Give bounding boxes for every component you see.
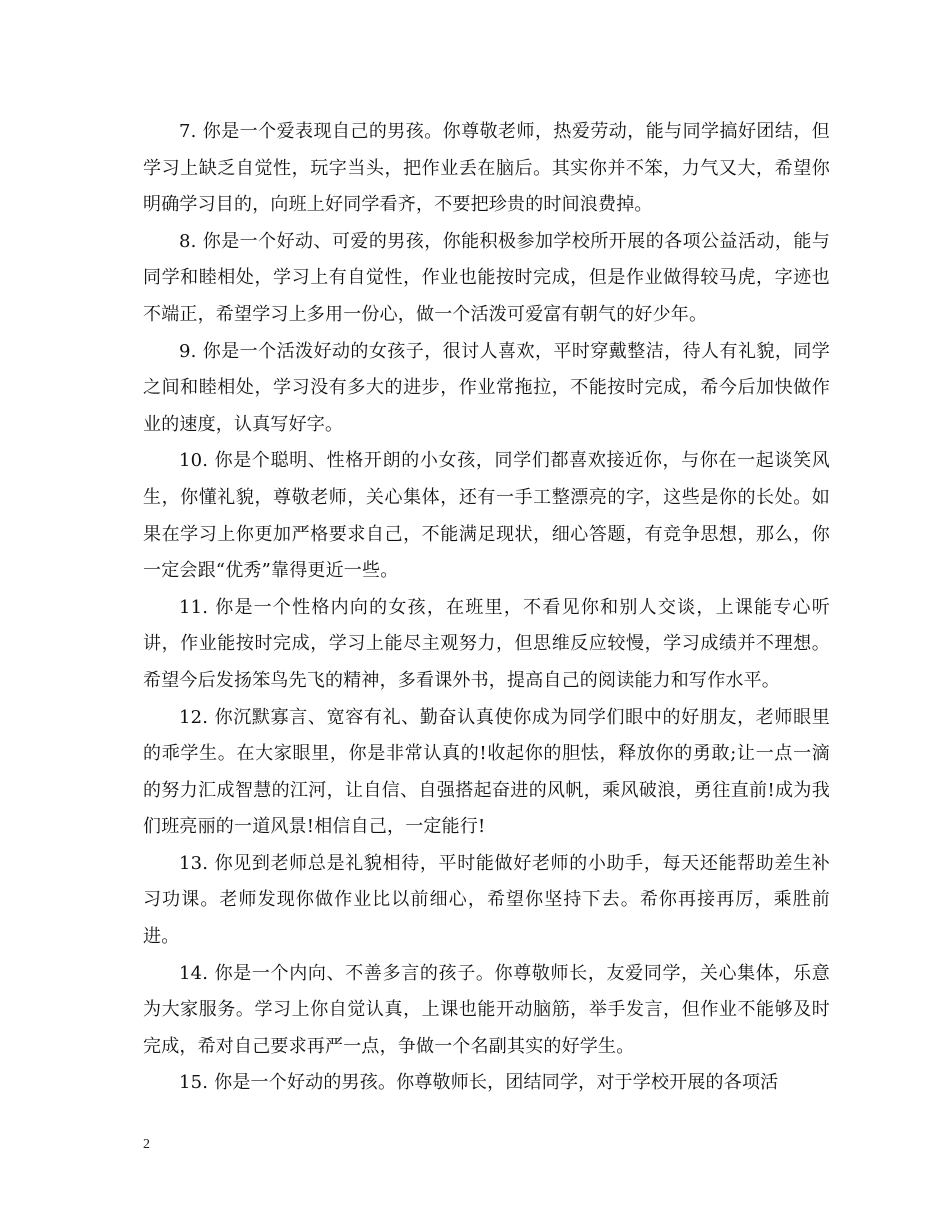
comment-paragraph-11: 11. 你是一个性格内向的女孩，在班里，不看见你和别人交谈，上课能专心听讲，作业能按时完成，学习上能尽主观努力，但思维反应较慢，学习成绩并不理想。希望今后发扬笨鸟先飞的精神，多看课外书，提高自己的阅读能力和写作水平。 [143,596,830,691]
comment-paragraph-9: 9. 你是一个活泼好动的女孩子，很讨人喜欢，平时穿戴整洁，待人有礼貌，同学之间和睦相处，学习没有多大的进步，作业常拖拉，不能按时完成，希今后加快做作业的速度，认真写好字。 [143,340,830,435]
page-number: 2 [143,1137,150,1152]
comment-paragraph-12: 12. 你沉默寡言、宽容有礼、勤奋认真使你成为同学们眼中的好朋友，老师眼里的乖学生。在大家眼里，你是非常认真的!收起你的胆怯，释放你的勇敢;让一点一滴的努力汇成智慧的江河，让自信、自强搭起奋进的风帆，乘风破浪，勇往直前!成为我们班亮丽的一道风景!相信自己，一定能行! [143,706,830,838]
comment-paragraph-15: 15. 你是一个好动的男孩。你尊敬师长，团结同学，对于学校开展的各项活 [179,1072,779,1094]
comment-paragraph-13: 13. 你见到老师总是礼貌相待，平时能做好老师的小助手，每天还能帮助差生补习功课。老师发现你做作业比以前细心，希望你坚持下去。希你再接再厉，乘胜前进。 [143,852,830,948]
document-body [143,114,830,1102]
comment-paragraph-8: 8. 你是一个好动、可爱的男孩，你能积极参加学校所开展的各项公益活动，能与同学和睦相处，学习上有自觉性，作业也能按时完成，但是作业做得较马虎，字迹也不端正，希望学习上多用一份心，做一个活泼可爱富有朝气的好少年。 [143,230,830,325]
comment-paragraph-14: 14. 你是一个内向、不善多言的孩子。你尊敬师长，友爱同学，关心集体，乐意为大家服务。学习上你自觉认真，上课也能开动脑筋，举手发言，但作业不能够及时完成，希对自己要求再严一点，争做一个名副其实的好学生。 [143,962,830,1057]
comment-paragraph-10: 10. 你是个聪明、性格开朗的小女孩，同学们都喜欢接近你，与你在一起谈笑风生，你懂礼貌，尊敬老师，关心集体，还有一手工整漂亮的字，这些是你的长处。如果在学习上你更加严格要求自己，不能满足现状，细心答题，有竞争思想，那么，你一定会跟“优秀”靠得更近一些。 [143,450,830,582]
comment-paragraph-7: 7. 你是一个爱表现自己的男孩。你尊敬老师，热爱劳动，能与同学搞好团结，但学习上缺乏自觉性，玩字当头，把作业丢在脑后。其实你并不笨，力气又大，希望你明确学习目的，向班上好同学看齐，不要把珍贵的时间浪费掉。 [143,121,830,216]
